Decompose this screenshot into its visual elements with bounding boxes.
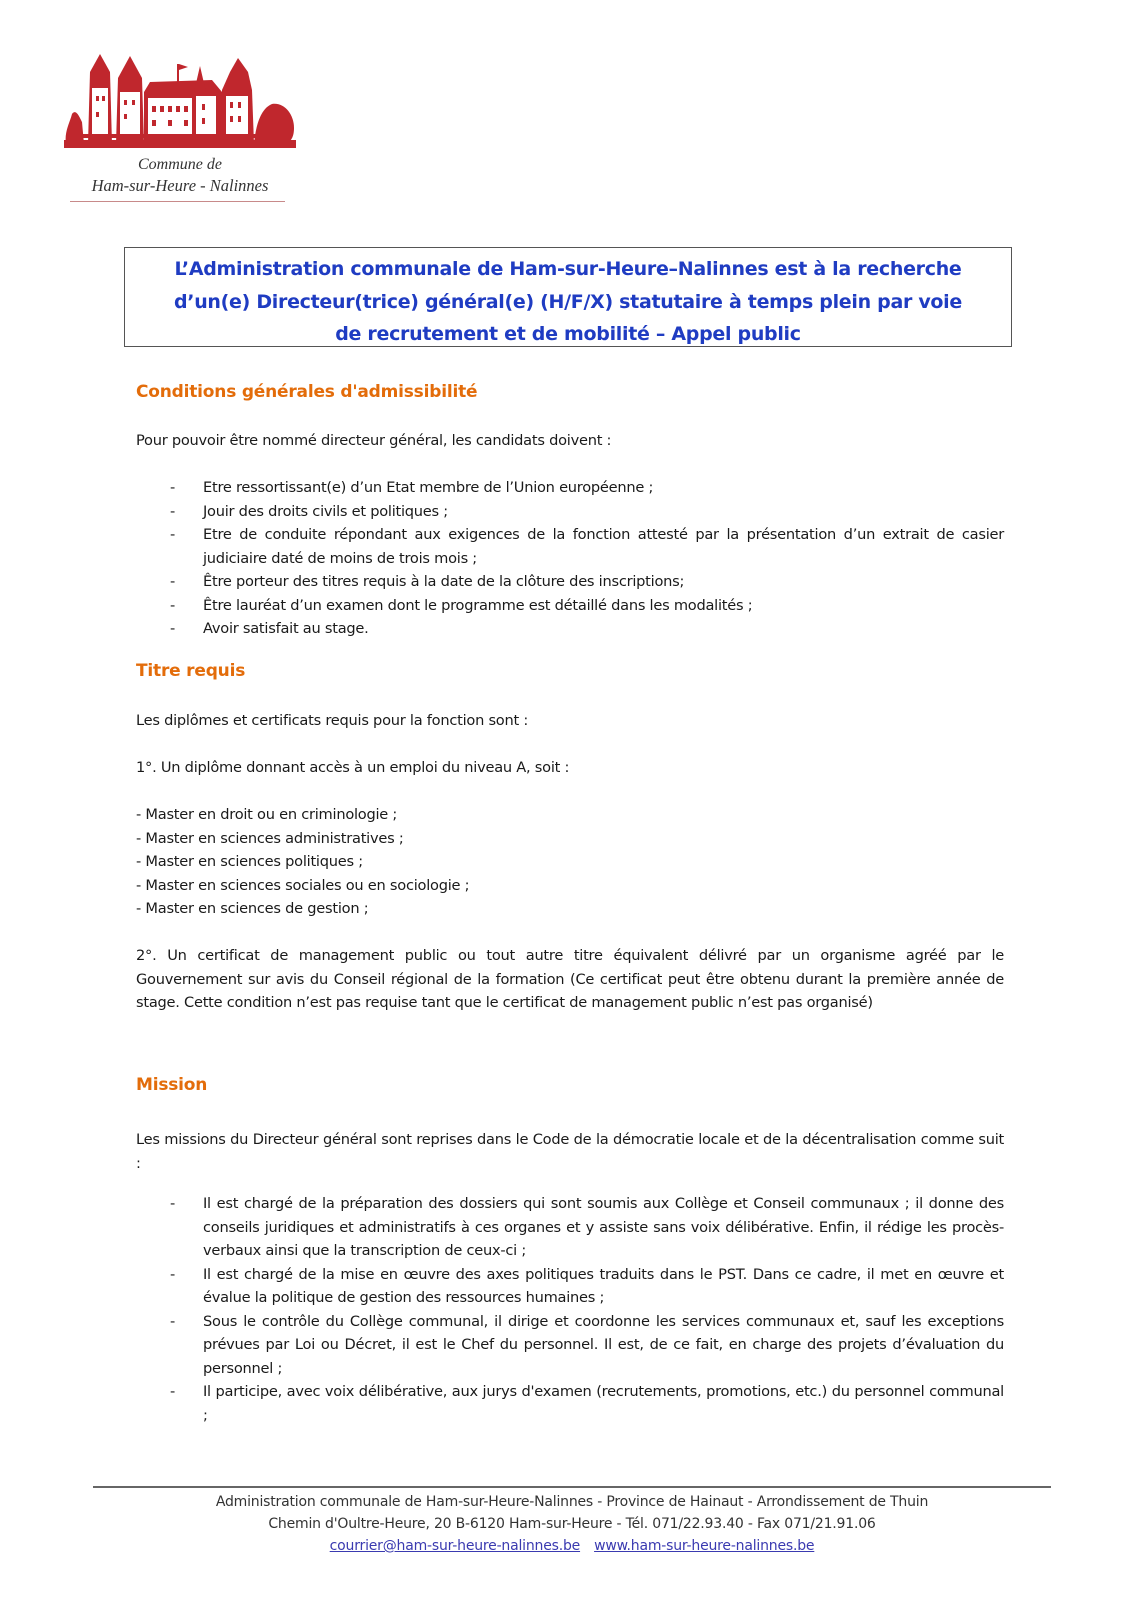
list-item-text: Etre de conduite répondant aux exigences de la fonction attesté par la présentation d’un extrait de casier judiciaire daté de moins de trois mois ; [203, 526, 1004, 567]
footer-links [93, 1535, 1051, 1557]
bullet-dash: - [170, 573, 176, 590]
mission-list [136, 1192, 1004, 1427]
bullet-dash: - [170, 1312, 176, 1330]
list-item: - Master en droit ou en criminologie ; [136, 806, 398, 823]
bullet-dash: - [170, 1195, 176, 1212]
job-title-box [124, 247, 1012, 347]
footer-line-1: Administration communale de Ham-sur-Heure-Nalinnes - Province de Hainaut - Arrondissement de Thuin [215, 1494, 929, 1510]
list-item [136, 1192, 1004, 1263]
list-item-text: Sous le contrôle du Collège communal, il dirige et coordonne les services communaux et, sauf les exceptions prévues par Loi ou Décret, il est le Chef du personnel. Il est, de ce fait, en charge des projets d’évaluation du personnel ; [203, 1312, 1004, 1377]
heading-mission: Mission [136, 1075, 208, 1095]
list-item: - Master en sciences politiques ; [136, 853, 363, 870]
list-item [136, 523, 1004, 570]
list-item [136, 1310, 1004, 1381]
list-item-text: Jouir des droits civils et politiques ; [203, 502, 448, 520]
website-link[interactable]: www.ham-sur-heure-nalinnes.be [594, 1538, 815, 1554]
conditions-intro: Pour pouvoir être nommé directeur général, les candidats doivent : [136, 432, 612, 449]
page-footer [93, 1491, 1051, 1557]
list-item: - Master en sciences sociales ou en sociologie ; [136, 876, 470, 894]
logo-line-2: Ham-sur-Heure - Nalinnes [91, 176, 269, 195]
list-item [136, 570, 1004, 594]
email-link[interactable]: courrier@ham-sur-heure-nalinnes.be [329, 1538, 581, 1554]
titre-intro: Les diplômes et certificats requis pour la fonction sont : [136, 712, 529, 729]
list-item-text: Etre ressortissant(e) d’un Etat membre de l’Union européenne ; [203, 479, 654, 496]
title-line-3: de recrutement et de mobilité – Appel public [335, 323, 801, 345]
logo-underline [70, 201, 285, 202]
list-item: - Master en sciences administratives ; [136, 829, 404, 847]
bullet-dash: - [170, 1265, 176, 1283]
logo-line-1: Commune de [138, 156, 222, 173]
conditions-list [136, 476, 1004, 641]
list-item [136, 1263, 1004, 1310]
list-item [136, 617, 1004, 641]
heading-conditions: Conditions générales d'admissibilité [136, 382, 478, 402]
title-line-2: d’un(e) Directeur(trice) général(e) (H/F/X) statutaire à temps plein par voie [173, 290, 962, 313]
castle-icon [62, 52, 298, 152]
list-item-text: Il participe, avec voix délibérative, aux jurys d'examen (recrutements, promotions, etc.) du personnel communal ; [203, 1383, 1004, 1424]
list-item [136, 500, 1004, 524]
bullet-dash: - [170, 479, 176, 496]
masters-list [136, 803, 469, 921]
bullet-dash: - [170, 1383, 176, 1400]
footer-line-2: Chemin d'Oultre-Heure, 20 B-6120 Ham-sur-Heure - Tél. 071/22.93.40 - Fax 071/21.91.06 [268, 1516, 876, 1532]
bullet-dash: - [170, 620, 176, 637]
list-item [136, 1380, 1004, 1427]
list-item-text: Avoir satisfait au stage. [203, 620, 369, 637]
list-item-text: Être porteur des titres requis à la date de la clôture des inscriptions; [203, 573, 685, 590]
list-item [136, 594, 1004, 618]
list-item-text: Il est chargé de la préparation des dossiers qui sont soumis aux Collège et Conseil communaux ; il donne des conseils juridiques et administratifs à ces organes et y assiste sans voix délibérative. Enfin, il rédige les procès-verbaux ainsi que la transcription de ceux-ci ; [203, 1195, 1004, 1259]
list-item-text: Il est chargé de la mise en œuvre des axes politiques traduits dans le PST. Dans ce cadre, il met en œuvre et évalue la politique de gestion des ressources humaines ; [203, 1265, 1004, 1306]
title-line-1: L’Administration communale de Ham-sur-Heure–Nalinnes est à la recherche [174, 258, 962, 280]
commune-logo [62, 52, 298, 212]
heading-titre-requis: Titre requis [136, 661, 246, 681]
bullet-dash: - [170, 526, 176, 543]
titre-point-1: 1°. Un diplôme donnant accès à un emploi du niveau A, soit : [136, 759, 570, 776]
footer-divider [93, 1486, 1051, 1488]
bullet-dash: - [170, 596, 176, 614]
bullet-dash: - [170, 502, 176, 520]
list-item: - Master en sciences de gestion ; [136, 900, 369, 917]
list-item-text: Être lauréat d’un examen dont le programme est détaillé dans les modalités ; [203, 596, 753, 614]
mission-intro: Les missions du Directeur général sont reprises dans le Code de la démocratie locale et de la décentralisation comme suit : [136, 1131, 1004, 1172]
titre-point-2: 2°. Un certificat de management public ou tout autre titre équivalent délivré par un organisme agréé par le Gouvernement sur avis du Conseil régional de la formation (Ce certificat peut être obtenu durant la première année de stage. Cette condition n’est pas requise tant que le certificat de management public n’est pas organisé) [136, 947, 1004, 1011]
list-item [136, 476, 1004, 500]
